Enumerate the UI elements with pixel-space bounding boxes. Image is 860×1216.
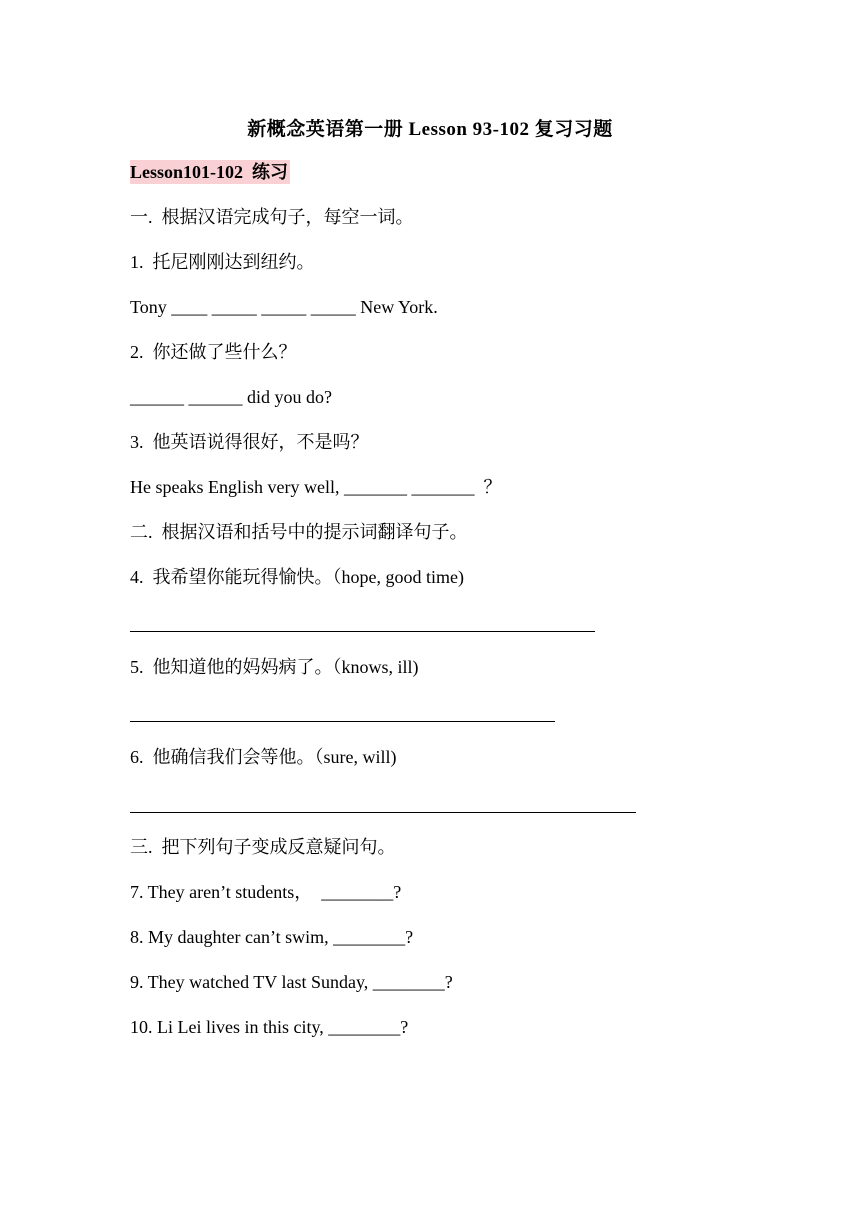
- page-title: 新概念英语第一册 Lesson 93-102 复习习题: [247, 119, 613, 140]
- answer-line-4: [130, 631, 595, 632]
- part3-heading: 三. 把下列句子变成反意疑问句。: [130, 837, 396, 857]
- question-7: 7. They aren’t students， ________?: [130, 882, 402, 902]
- question-8: 8. My daughter can’t swim, ________?: [130, 927, 414, 947]
- question-6: 6. 他确信我们会等他。（sure, will): [130, 747, 397, 767]
- question-1-chinese: 1. 托尼刚刚达到纽约。: [130, 252, 315, 272]
- answer-line-5: [130, 721, 555, 722]
- part2-heading: 二. 根据汉语和括号中的提示词翻译句子。: [130, 522, 468, 542]
- question-9: 9. They watched TV last Sunday, ________?: [130, 972, 453, 992]
- question-2-english: ______ ______ did you do?: [130, 387, 332, 407]
- answer-line-6: [130, 812, 636, 813]
- question-5: 5. 他知道他的妈妈病了。（knows, ill): [130, 657, 419, 677]
- question-2-chinese: 2. 你还做了些什么？: [130, 342, 297, 362]
- lesson-section-label: Lesson101-102 练习: [130, 162, 289, 182]
- question-1-english: Tony ____ _____ _____ _____ New York.: [130, 297, 438, 317]
- part1-heading: 一. 根据汉语完成句子，每空一词。: [130, 207, 414, 227]
- question-3-english: He speaks English very well, _______ _______ ？: [130, 477, 502, 497]
- question-4: 4. 我希望你能玩得愉快。（hope, good time): [130, 567, 464, 587]
- question-10: 10. Li Lei lives in this city, ________?: [130, 1017, 409, 1037]
- question-3-chinese: 3. 他英语说得很好，不是吗？: [130, 432, 369, 452]
